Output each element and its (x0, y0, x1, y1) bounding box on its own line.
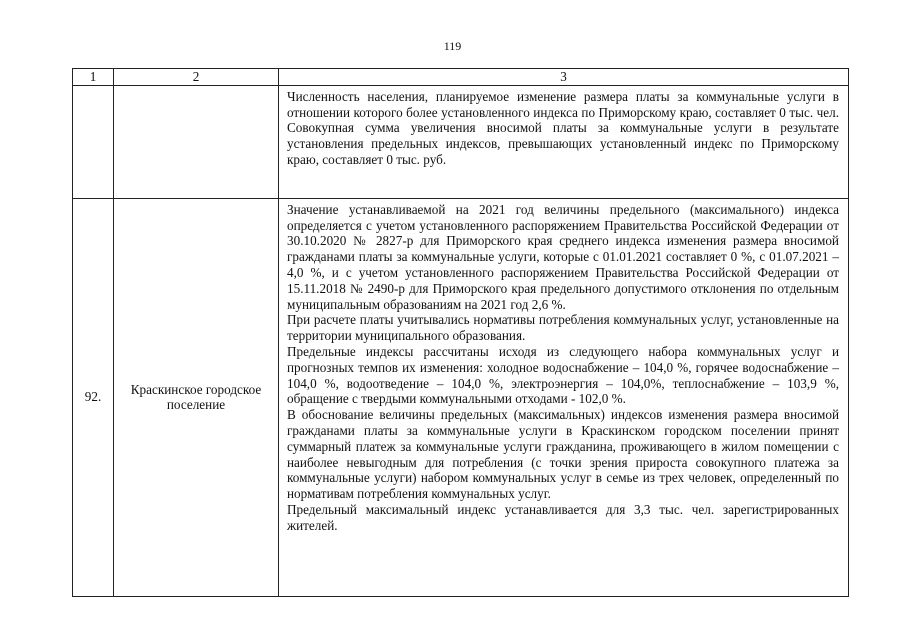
table-header-row (73, 69, 849, 86)
row-text-cell (279, 198, 849, 596)
paragraph-justification: В обоснование величины предельных (максимальных) индексов изменения размера вносимой гражданами платы за коммунальные услуги в Краскинском городском поселении принят суммарный платеж за коммунальные услуги гражданина, проживающего в жилом помещении с наиболее невыгодным для потребления (с точки зрения прироста совокупного платежа за коммунальные услуги) набором коммунальных услуг в семье из трех человек, определенный по нормативам потребления коммунальных услуг. (287, 407, 839, 502)
table-row-92 (73, 198, 849, 596)
paragraph-population-summary: Численность населения, планируемое изменение размера платы за коммунальные услуги в отношении которого более установленного индекса по Приморскому краю, составляет 0 тыс. чел. Совокупная сумма увеличения вносимой платы за коммунальные услуги в результате установления предельных индексов, превышающих установленный индекс по Приморскому краю, составляет 0 тыс. руб. (287, 88, 839, 167)
column-header-3: 3 (279, 69, 849, 86)
paragraph-population: Предельный максимальный индекс устанавливается для 3,3 тыс. чел. зарегистрированных жителей. (287, 501, 839, 533)
municipality-name: Краскинское городское поселение (114, 198, 279, 596)
column-header-1: 1 (73, 69, 114, 86)
municipal-index-table (72, 68, 849, 597)
row-text-cell (279, 85, 849, 198)
paragraph-norms: При расчете платы учитывались нормативы потребления коммунальных услуг, установленные на территории муниципального образования. (287, 312, 839, 344)
paragraph-index-value: Значение устанавливаемой на 2021 год величины предельного (максимального) индекса определяется с учетом установленного распоряжением Правительства Российской Федерации от 30.10.2020 № 2827-р для Приморского края среднего индекса изменения размера вносимой гражданами платы за коммунальные услуги, которые с 01.01.2021 составляет 0 %, с 01.07.2021 – 4,0 %, и с учетом установленного распоряжением Правительства Российской Федерации от 15.11.2018 № 2490-р для Приморского края предельного допустимого отклонения по отдельным муниципальным образованиям на 2021 год 2,6 %. (287, 201, 839, 312)
table-row-continuation (73, 85, 849, 198)
column-header-2: 2 (114, 69, 279, 86)
row-number-cell-empty (73, 85, 114, 198)
row-name-cell-empty (114, 85, 279, 198)
paragraph-service-set: Предельные индексы рассчитаны исходя из следующего набора коммунальных услуг и прогнозных темпов их изменения: холодное водоснабжение – 104,0 %, горячее водоснабжение – 104,0 %, водоотведение – 104,0 %, электроэнергия – 104,0%, теплоснабжение – 103,9 %, обращение с твердыми коммунальными отходами - 102,0 %. (287, 343, 839, 407)
row-number: 92. (73, 198, 114, 596)
page-number: 119 (443, 39, 462, 53)
